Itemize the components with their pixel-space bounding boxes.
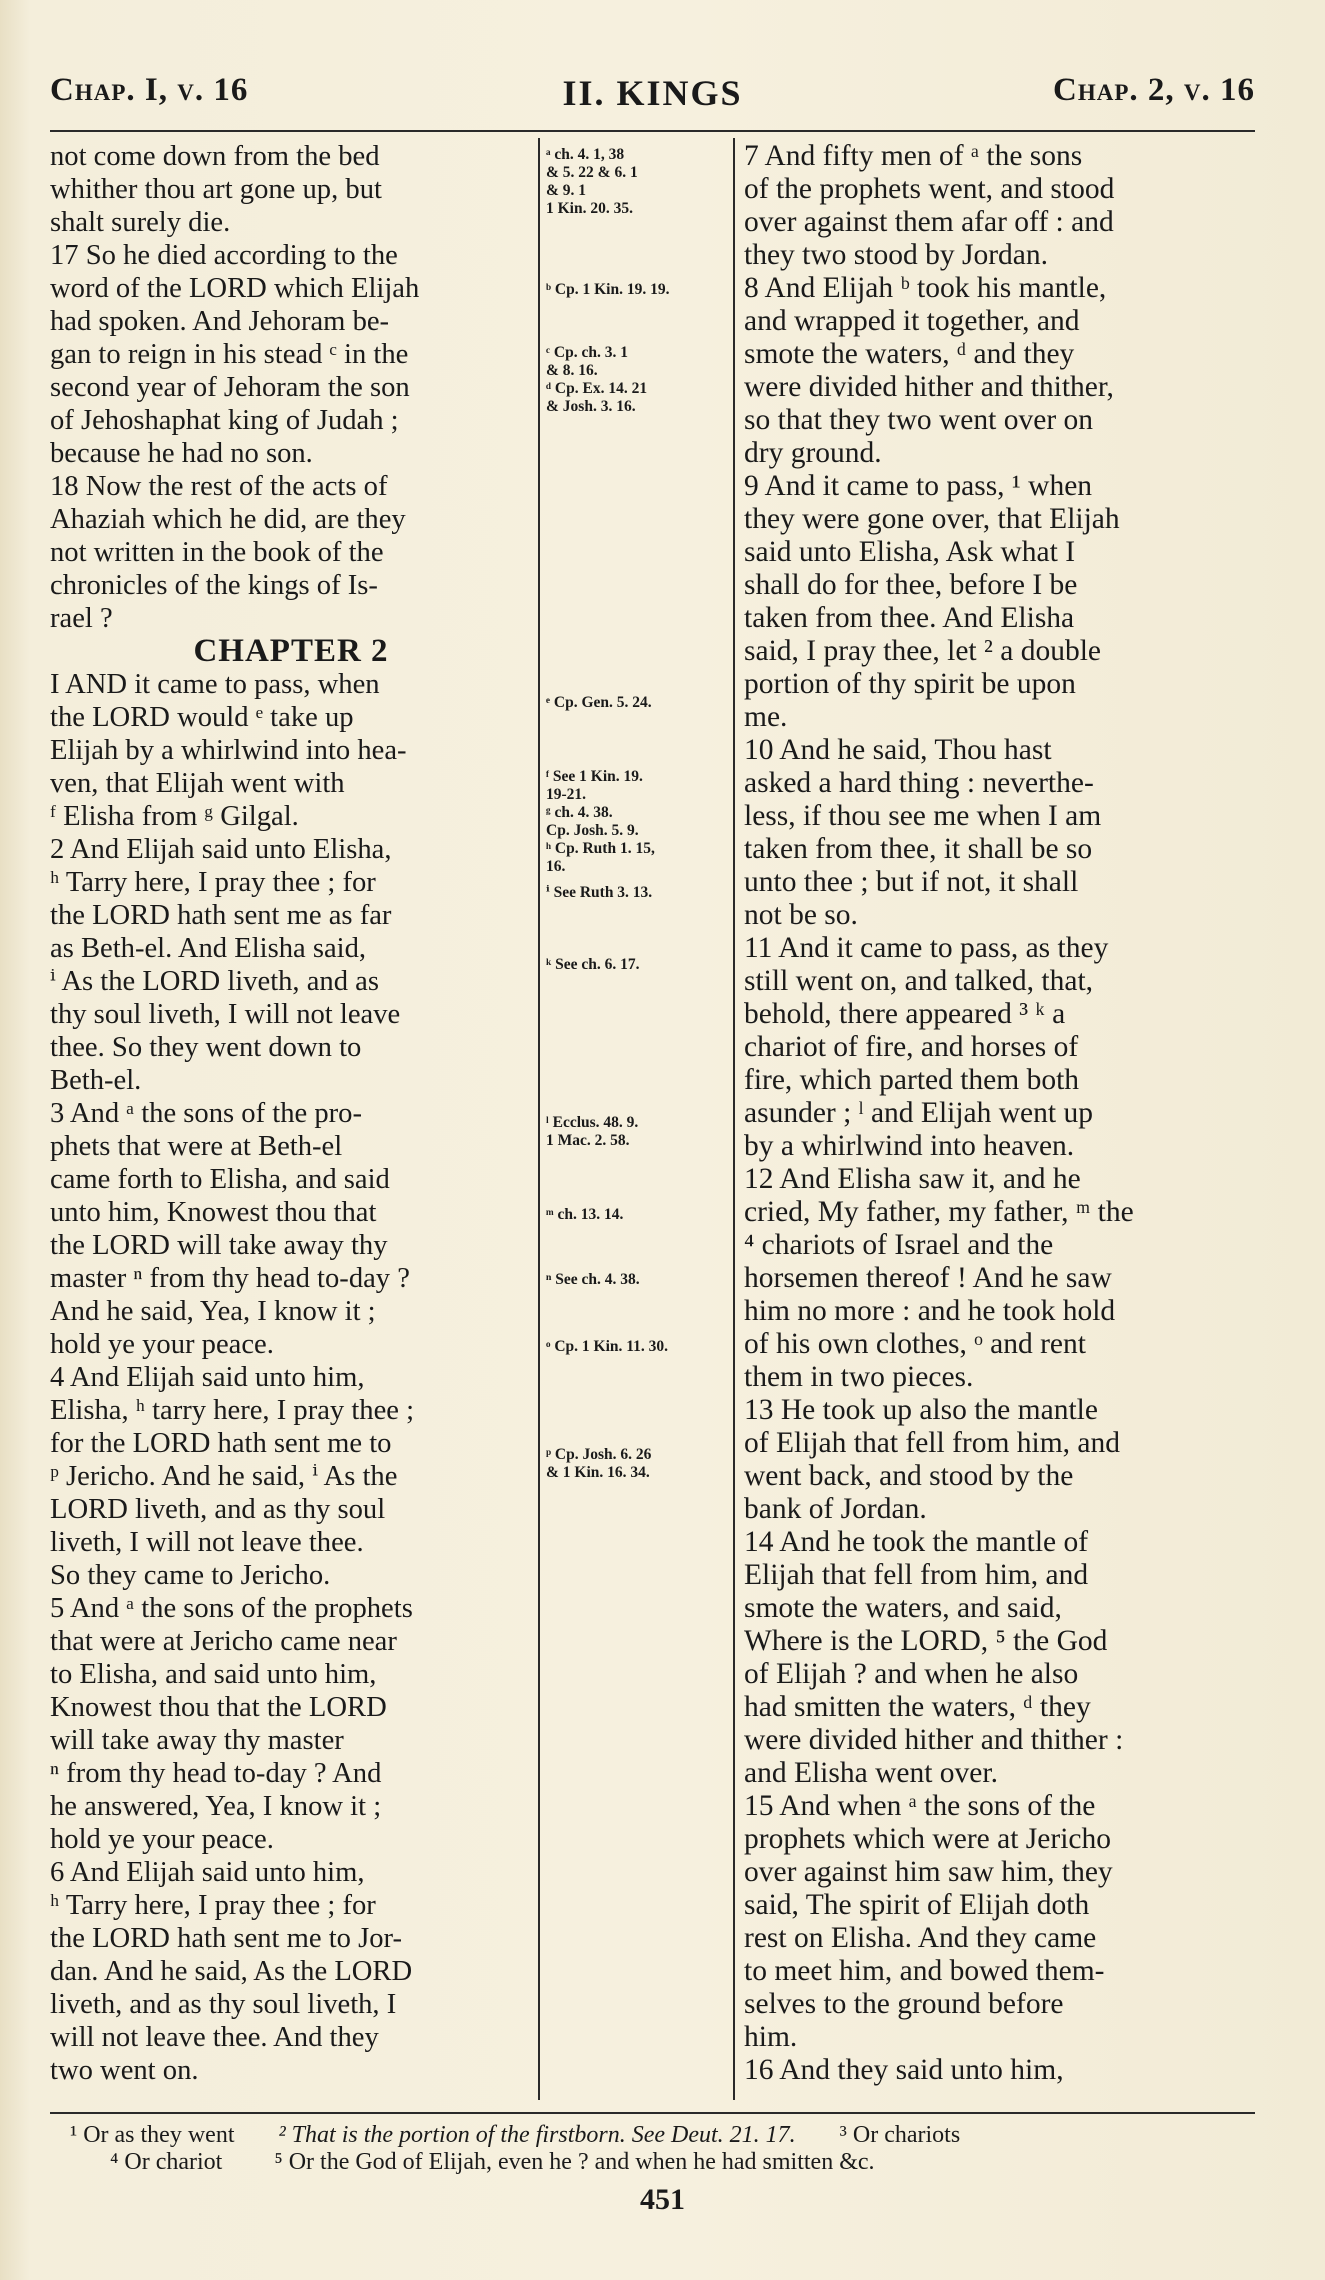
text-line: hold ye your peace.: [50, 1824, 274, 1855]
text-line: and wrapped it together, and: [744, 305, 1080, 337]
text-line: that were at Jericho came near: [50, 1626, 397, 1657]
text-line: I AND it came to pass, when: [50, 669, 380, 700]
cross-reference-line: ⁱ See Ruth 3. 13.: [546, 884, 653, 901]
cross-reference-line: 1 Mac. 2. 58.: [546, 1132, 630, 1149]
text-line: unto him, Knowest thou that: [50, 1197, 377, 1228]
cross-reference-line: & 1 Kin. 16. 34.: [546, 1464, 650, 1481]
text-line: LORD liveth, and as thy soul: [50, 1494, 386, 1525]
text-line: chronicles of the kings of Is-: [50, 570, 378, 601]
text-line: the LORD would ᵉ take up: [50, 702, 354, 733]
cross-reference-line: ʰ Cp. Ruth 1. 15,: [546, 840, 655, 857]
text-line: of his own clothes, ᵒ and rent: [744, 1328, 1086, 1360]
text-line: ven, that Elijah went with: [50, 768, 345, 799]
text-line: Elijah that fell from him, and: [744, 1559, 1089, 1591]
cross-reference-line: ᶠ See 1 Kin. 19.: [546, 768, 643, 785]
text-line: prophets which were at Jericho: [744, 1823, 1111, 1855]
text-line: 4 And Elijah said unto him,: [50, 1362, 365, 1393]
text-line: and Elisha went over.: [744, 1757, 998, 1789]
text-line: still went on, and talked, that,: [744, 965, 1094, 997]
text-line: ʰ Tarry here, I pray thee ; for: [50, 867, 376, 898]
footnote-1: ¹ Or as they went: [70, 2122, 235, 2148]
cross-reference-line: & 5. 22 & 6. 1: [546, 164, 638, 181]
text-line: for the LORD hath sent me to: [50, 1428, 392, 1459]
text-line: Beth-el.: [50, 1065, 142, 1096]
text-line: were divided hither and thither :: [744, 1724, 1124, 1756]
text-line: Elijah by a whirlwind into hea-: [50, 735, 407, 766]
text-line: not written in the book of the: [50, 537, 384, 568]
cross-reference: [546, 1446, 724, 1482]
text-line: smote the waters, ᵈ and they: [744, 338, 1075, 370]
text-line: they two stood by Jordan.: [744, 239, 1048, 271]
footnote-line-2: [50, 2149, 1255, 2176]
text-line: ⁴ chariots of Israel and the: [744, 1229, 1054, 1261]
text-line: second year of Jehoram the son: [50, 372, 410, 403]
cross-reference-line: & 9. 1: [546, 182, 587, 199]
text-line: ⁱ As the LORD liveth, and as: [50, 966, 379, 997]
cross-reference-line: ᵇ Cp. 1 Kin. 19. 19.: [546, 281, 670, 298]
text-line: 6 And Elijah said unto him,: [50, 1857, 365, 1888]
text-line: shall do for thee, before I be: [744, 569, 1078, 601]
text-line: rest on Elisha. And they came: [744, 1922, 1097, 1954]
text-line: 14 And he took the mantle of: [744, 1526, 1089, 1558]
text-line: the LORD will take away thy: [50, 1230, 388, 1261]
text-line: Elisha, ʰ tarry here, I pray thee ;: [50, 1395, 415, 1426]
text-line: smote the waters, and said,: [744, 1592, 1062, 1624]
text-line: master ⁿ from thy head to-day ?: [50, 1263, 410, 1294]
text-line: selves to the ground before: [744, 1988, 1064, 2020]
header-rule: [50, 130, 1255, 132]
footnote-3: ³ Or chariots: [839, 2122, 961, 2148]
text-line: because he had no son.: [50, 438, 313, 469]
cross-reference-line: ᵏ See ch. 6. 17.: [546, 956, 640, 973]
text-line: 17 So he died according to the: [50, 240, 398, 271]
text-line: Ahaziah which he did, are they: [50, 504, 406, 535]
header-left-reference: Chap. I, v. 16: [50, 72, 249, 108]
cross-reference: [546, 956, 724, 974]
text-line: 9 And it came to pass, ¹ when: [744, 470, 1093, 502]
text-line: 3 And ᵃ the sons of the pro-: [50, 1098, 362, 1129]
footnote-4: ⁴ Or chariot: [110, 2149, 223, 2175]
text-line: liveth, and as thy soul liveth, I: [50, 1989, 397, 2020]
text-line: so that they two went over on: [744, 404, 1094, 436]
text-line: came forth to Elisha, and said: [50, 1164, 390, 1195]
cross-reference-line: ᵉ Cp. Gen. 5. 24.: [546, 694, 652, 711]
text-line: fire, which parted them both: [744, 1064, 1080, 1096]
cross-reference-line: ᵍ ch. 4. 38.: [546, 804, 613, 821]
text-line: Where is the LORD, ⁵ the God: [744, 1625, 1108, 1657]
text-line: went back, and stood by the: [744, 1460, 1074, 1492]
text-line: And he said, Yea, I know it ;: [50, 1296, 376, 1327]
cross-reference: [546, 344, 724, 416]
text-line: unto thee ; but if not, it shall: [744, 866, 1079, 898]
text-line: said, The spirit of Elijah doth: [744, 1889, 1090, 1921]
text-line: to Elisha, and said unto him,: [50, 1659, 377, 1690]
text-line: 10 And he said, Thou hast: [744, 734, 1052, 766]
text-line: dan. And he said, As the LORD: [50, 1956, 413, 1987]
left-text-column: [50, 140, 532, 2087]
text-line: whither thou art gone up, but: [50, 174, 382, 205]
text-line: were divided hither and thither,: [744, 371, 1114, 403]
cross-reference: [546, 1114, 724, 1150]
text-line: cried, My father, my father, ᵐ the: [744, 1196, 1134, 1228]
text-line: ʰ Tarry here, I pray thee ; for: [50, 1890, 376, 1921]
text-line: them in two pieces.: [744, 1361, 974, 1393]
cross-reference: [546, 884, 724, 902]
text-line: the LORD hath sent me as far: [50, 900, 392, 931]
text-line: asked a hard thing : neverthe-: [744, 767, 1094, 799]
text-line: said unto Elisha, Ask what I: [744, 536, 1076, 568]
text-line: the LORD hath sent me to Jor-: [50, 1923, 403, 1954]
text-line: 18 Now the rest of the acts of: [50, 471, 388, 502]
cross-reference-line: 19-21.: [546, 786, 587, 803]
text-line: taken from thee, it shall be so: [744, 833, 1093, 865]
cross-reference-line: Cp. Josh. 5. 9.: [546, 822, 639, 839]
text-line: not come down from the bed: [50, 141, 380, 172]
cross-reference-line: ᵐ ch. 13. 14.: [546, 1206, 624, 1223]
cross-reference-line: 16.: [546, 858, 566, 875]
text-line: him no more : and he took hold: [744, 1295, 1116, 1327]
text-line: they were gone over, that Elijah: [744, 503, 1120, 535]
text-line: ᵖ Jericho. And he said, ⁱ As the: [50, 1461, 398, 1492]
chapter-heading: CHAPTER 2: [193, 635, 389, 668]
text-line: me.: [744, 701, 788, 733]
text-line: of Elijah ? and when he also: [744, 1658, 1079, 1690]
text-line: 12 And Elisha saw it, and he: [744, 1163, 1081, 1195]
footnote-line-1: [50, 2122, 1255, 2149]
cross-reference-line: ⁿ See ch. 4. 38.: [546, 1271, 640, 1288]
text-line: 5 And ᵃ the sons of the prophets: [50, 1593, 413, 1624]
text-line: said, I pray thee, let ² a double: [744, 635, 1101, 667]
text-line: rael ?: [50, 603, 113, 634]
text-line: chariot of fire, and horses of: [744, 1031, 1079, 1063]
text-line: thy soul liveth, I will not leave: [50, 999, 401, 1030]
text-line: 8 And Elijah ᵇ took his mantle,: [744, 272, 1107, 304]
text-line: he answered, Yea, I know it ;: [50, 1791, 382, 1822]
text-line: will not leave thee. And they: [50, 2022, 379, 2053]
cross-reference-line: ᵖ Cp. Josh. 6. 26: [546, 1446, 652, 1463]
text-line: horsemen thereof ! And he saw: [744, 1262, 1112, 1294]
text-line: over against them afar off : and: [744, 206, 1114, 238]
cross-reference: [546, 694, 724, 712]
text-line: 2 And Elijah said unto Elisha,: [50, 834, 392, 865]
text-line: 15 And when ᵃ the sons of the: [744, 1790, 1096, 1822]
cross-reference-line: 1 Kin. 20. 35.: [546, 200, 633, 217]
text-line: had spoken. And Jehoram be-: [50, 306, 390, 337]
text-line: Knowest thou that the LORD: [50, 1692, 387, 1723]
text-line: of Jehoshaphat king of Judah ;: [50, 405, 399, 436]
column-divider-left: [538, 138, 540, 2100]
column-divider-right: [733, 138, 735, 2100]
text-line: by a whirlwind into heaven.: [744, 1130, 1075, 1162]
text-line: So they came to Jericho.: [50, 1560, 331, 1591]
text-line: thee. So they went down to: [50, 1032, 362, 1063]
cross-reference: [546, 1338, 724, 1356]
text-line: 7 And fifty men of ᵃ the sons: [744, 140, 1083, 172]
text-line: asunder ; ˡ and Elijah went up: [744, 1097, 1093, 1129]
footnote-5: ⁵ Or the God of Elijah, even he ? and when he had smitten &c.: [274, 2149, 875, 2175]
text-line: dry ground.: [744, 437, 882, 469]
cross-reference-line: ᶜ Cp. ch. 3. 1: [546, 344, 628, 361]
footnotes: [50, 2122, 1255, 2176]
text-line: over against him saw him, they: [744, 1856, 1113, 1888]
cross-reference: [546, 1206, 724, 1224]
text-line: 16 And they said unto him,: [744, 2054, 1064, 2086]
cross-reference-line: ᵒ Cp. 1 Kin. 11. 30.: [546, 1338, 669, 1355]
text-line: phets that were at Beth-el: [50, 1131, 343, 1162]
right-text-column: [744, 140, 1251, 2087]
cross-reference: [546, 146, 724, 218]
running-header: [50, 72, 1255, 122]
cross-reference-line: ᵈ Cp. Ex. 14. 21: [546, 380, 648, 397]
cross-reference: [546, 768, 724, 876]
cross-reference-line: ˡ Ecclus. 48. 9.: [546, 1114, 639, 1131]
text-line: gan to reign in his stead ᶜ in the: [50, 339, 409, 370]
footnote-2: ² That is the portion of the firstborn. See Deut. 21. 17.: [278, 2122, 796, 2148]
page-number: 451: [640, 2183, 685, 2216]
cross-reference: [546, 1271, 724, 1289]
text-line: 11 And it came to pass, as they: [744, 932, 1109, 964]
text-line: taken from thee. And Elisha: [744, 602, 1075, 634]
text-line: shalt surely die.: [50, 207, 231, 238]
text-line: will take away thy master: [50, 1725, 344, 1756]
text-line: hold ye your peace.: [50, 1329, 274, 1360]
cross-reference-line: & 8. 16.: [546, 362, 598, 379]
text-line: to meet him, and bowed them-: [744, 1955, 1105, 1987]
footnote-rule: [50, 2112, 1255, 2114]
text-line: of Elijah that fell from him, and: [744, 1427, 1121, 1459]
text-line: ⁿ from thy head to-day ? And: [50, 1758, 382, 1789]
text-line: ᶠ Elisha from ᵍ Gilgal.: [50, 801, 299, 832]
text-line: bank of Jordan.: [744, 1493, 927, 1525]
text-line: behold, there appeared ³ ᵏ a: [744, 998, 1066, 1030]
text-line: 13 He took up also the mantle: [744, 1394, 1098, 1426]
cross-reference-line: & Josh. 3. 16.: [546, 398, 636, 415]
text-line: portion of thy spirit be upon: [744, 668, 1076, 700]
header-right-reference: Chap. 2, v. 16: [1053, 72, 1255, 108]
text-line: had smitten the waters, ᵈ they: [744, 1691, 1091, 1723]
cross-reference-line: ᵃ ch. 4. 1, 38: [546, 146, 625, 163]
text-line: liveth, I will not leave thee.: [50, 1527, 364, 1558]
text-line: less, if thou see me when I am: [744, 800, 1102, 832]
text-line: him.: [744, 2021, 798, 2053]
book-title: II. KINGS: [562, 73, 743, 113]
text-line: two went on.: [50, 2055, 199, 2086]
text-line: not be so.: [744, 899, 858, 931]
text-line: word of the LORD which Elijah: [50, 273, 420, 304]
text-line: as Beth-el. And Elisha said,: [50, 933, 367, 964]
cross-reference: [546, 281, 724, 299]
text-line: of the prophets went, and stood: [744, 173, 1115, 205]
